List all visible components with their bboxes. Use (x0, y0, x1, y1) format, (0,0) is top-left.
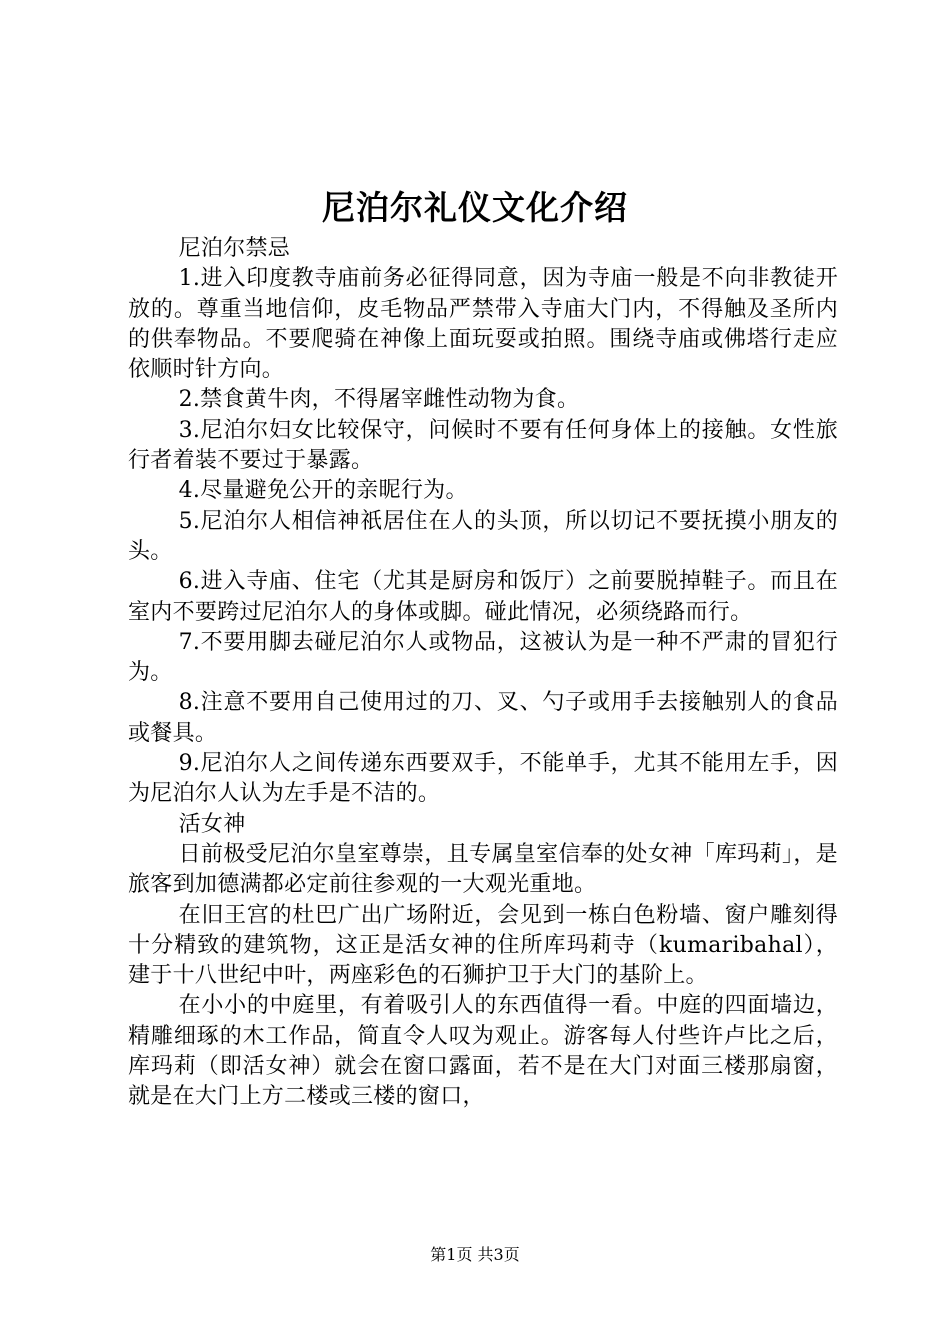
paragraph-taboo-9: 9.尼泊尔人之间传递东西要双手，不能单手，尤其不能用左手，因为尼泊尔人认为左手是不洁的。 (128, 751, 838, 807)
document-body (128, 234, 838, 1113)
paragraph-taboo-7: 7.不要用脚去碰尼泊尔人或物品，这被认为是一种不严肃的冒犯行为。 (128, 629, 838, 686)
document-title: 尼泊尔礼仪文化介绍 (322, 188, 628, 227)
paragraph-taboo-5: 5.尼泊尔人相信神祇居住在人的头顶，所以切记不要抚摸小朋友的头。 (128, 508, 838, 564)
paragraph-taboo-6: 6.进入寺庙、住宅（尤其是厨房和饭厅）之前要脱掉鞋子。而且在室内不要跨过尼泊尔人的身体或脚。碰此情况，必须绕路而行。 (128, 569, 838, 625)
section-heading-living-goddess: 活女神 (178, 811, 246, 837)
paragraph-taboo-2: 2.禁食黄牛肉，不得屠宰雌性动物为食。 (178, 387, 580, 413)
paragraph-goddess-1: 日前极受尼泊尔皇室尊崇，且专属皇室信奉的处女神「库玛莉」，是旅客到加德满都必定前往参观的一大观光重地。 (128, 841, 838, 898)
page-number-footer: 第1页 共3页 (430, 1245, 520, 1264)
paragraph-goddess-3: 在小小的中庭里，有着吸引人的东西值得一看。中庭的四面墙边，精雕细琢的木工作品，简直令人叹为观止。游客每人付些许卢比之后，库玛莉（即活女神）就会在窗口露面，若不是在大门对面三楼那扇窗，就是在大门上方二楼或三楼的窗口， (128, 993, 838, 1110)
paragraph-taboo-4: 4.尽量避免公开的亲昵行为。 (178, 478, 468, 504)
section-heading-taboos: 尼泊尔禁忌 (178, 236, 291, 261)
paragraph-taboo-1: 1.进入印度教寺庙前务必征得同意，因为寺庙一般是不向非教徒开放的。尊重当地信仰，皮毛物品严禁带入寺庙大门内，不得触及圣所内的供奉物品。不要爬骑在神像上面玩耍或拍照。围绕寺庙或佛塔行走应依顺时针方向。 (128, 266, 838, 383)
paragraph-goddess-2: 在旧王宫的杜巴广出广场附近，会见到一栋白色粉墙、窗户雕刻得十分精致的建筑物，这正是活女神的住所库玛莉寺（kumaribahal），建于十八世纪中叶，两座彩色的石狮护卫于大门的基阶上。 (128, 902, 838, 989)
paragraph-taboo-8: 8.注意不要用自己使用过的刀、叉、勺子或用手去接触别人的食品或餐具。 (128, 690, 838, 746)
paragraph-taboo-3: 3.尼泊尔妇女比较保守，问候时不要有任何身体上的接触。女性旅行者着装不要过于暴露。 (128, 417, 838, 474)
